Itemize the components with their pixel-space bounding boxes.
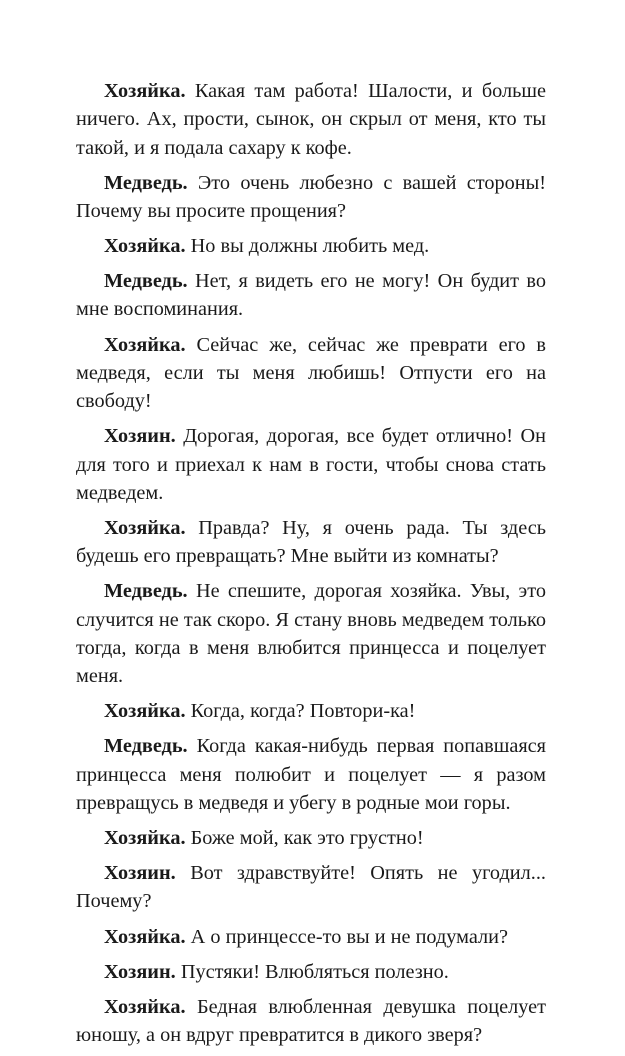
dialogue-line [76,697,546,725]
line-text: Но вы должны любить мед. [190,235,430,258]
line-text: Пустяки! Влюбляться полезно. [180,960,449,983]
dialogue-line [76,993,546,1050]
line-text: А о принцессе-то вы и не подумали? [190,925,509,948]
speaker-name: Медведь. [104,580,188,603]
dialogue-line [76,577,546,690]
line-text: Бедная влюбленная девушка поцелует юношу, а он вдруг превратится в дикого зверя? [76,995,546,1047]
speaker-name: Хозяин. [104,862,176,885]
dialogue-line [76,422,546,507]
dialogue-line [76,267,546,324]
line-text: Не спешите, дорогая хозяйка. Увы, это случится не так скоро. Я стану вновь медведем только тогда, когда в меня влюбится принцесса и поцелует меня. [76,580,546,688]
line-text: Когда, когда? Повтори-ка! [190,700,416,723]
dialogue-line [76,77,546,162]
line-text: Дорогая, дорогая, все будет отлично! Он для того и приехал к нам в гости, чтобы снова стать медведем. [76,425,546,504]
speaker-name: Хозяин. [104,425,176,448]
line-text: Боже мой, как это грустно! [190,827,424,850]
dialogue-line [76,923,546,951]
speaker-name: Хозяйка. [104,925,186,948]
line-text: Правда? Ну, я очень рада. Ты здесь будешь его превращать? Мне выйти из комнаты? [76,516,546,568]
dialogue-line [76,824,546,852]
line-text: Какая там работа! Шалости, и больше ничего. Ах, прости, сынок, он скрыл от меня, кто ты такой, и я подала сахару к кофе. [76,80,546,159]
line-text: Это очень любезно с вашей стороны! Почему вы просите прощения? [76,171,547,222]
speaker-name: Медведь. [104,270,188,293]
dialogue-line [76,169,546,226]
dialogue-line [76,331,546,416]
speaker-name: Хозяйка. [104,827,186,850]
speaker-name: Хозяин. [104,960,176,983]
dialogue-line [76,514,546,571]
speaker-name: Хозяйка. [104,235,186,258]
line-text: Сейчас же, сейчас же преврати его в медведя, если ты меня любишь! Отпусти его на свободу! [76,333,546,413]
speaker-name: Хозяйка. [104,516,186,539]
speaker-name: Хозяйка. [104,995,186,1018]
speaker-name: Медведь. [104,171,188,194]
line-text: Вот здравствуйте! Опять не угодил... Почему? [76,862,546,913]
speaker-name: Хозяйка. [104,80,186,102]
line-text: Когда какая-нибудь первая попавшаяся принцесса меня полюбит и поцелует — я разом превращусь в медведя и убегу в родные мои горы. [76,735,546,814]
speaker-name: Медведь. [104,735,188,758]
play-text [76,77,546,1056]
line-text: Нет, я видеть его не могу! Он будит во мне воспоминания. [76,270,546,321]
dialogue-line [76,859,546,916]
speaker-name: Хозяйка. [104,700,186,723]
speaker-name: Хозяйка. [104,333,186,356]
dialogue-line [76,732,546,817]
dialogue-line [76,958,546,986]
dialogue-line [76,232,546,260]
